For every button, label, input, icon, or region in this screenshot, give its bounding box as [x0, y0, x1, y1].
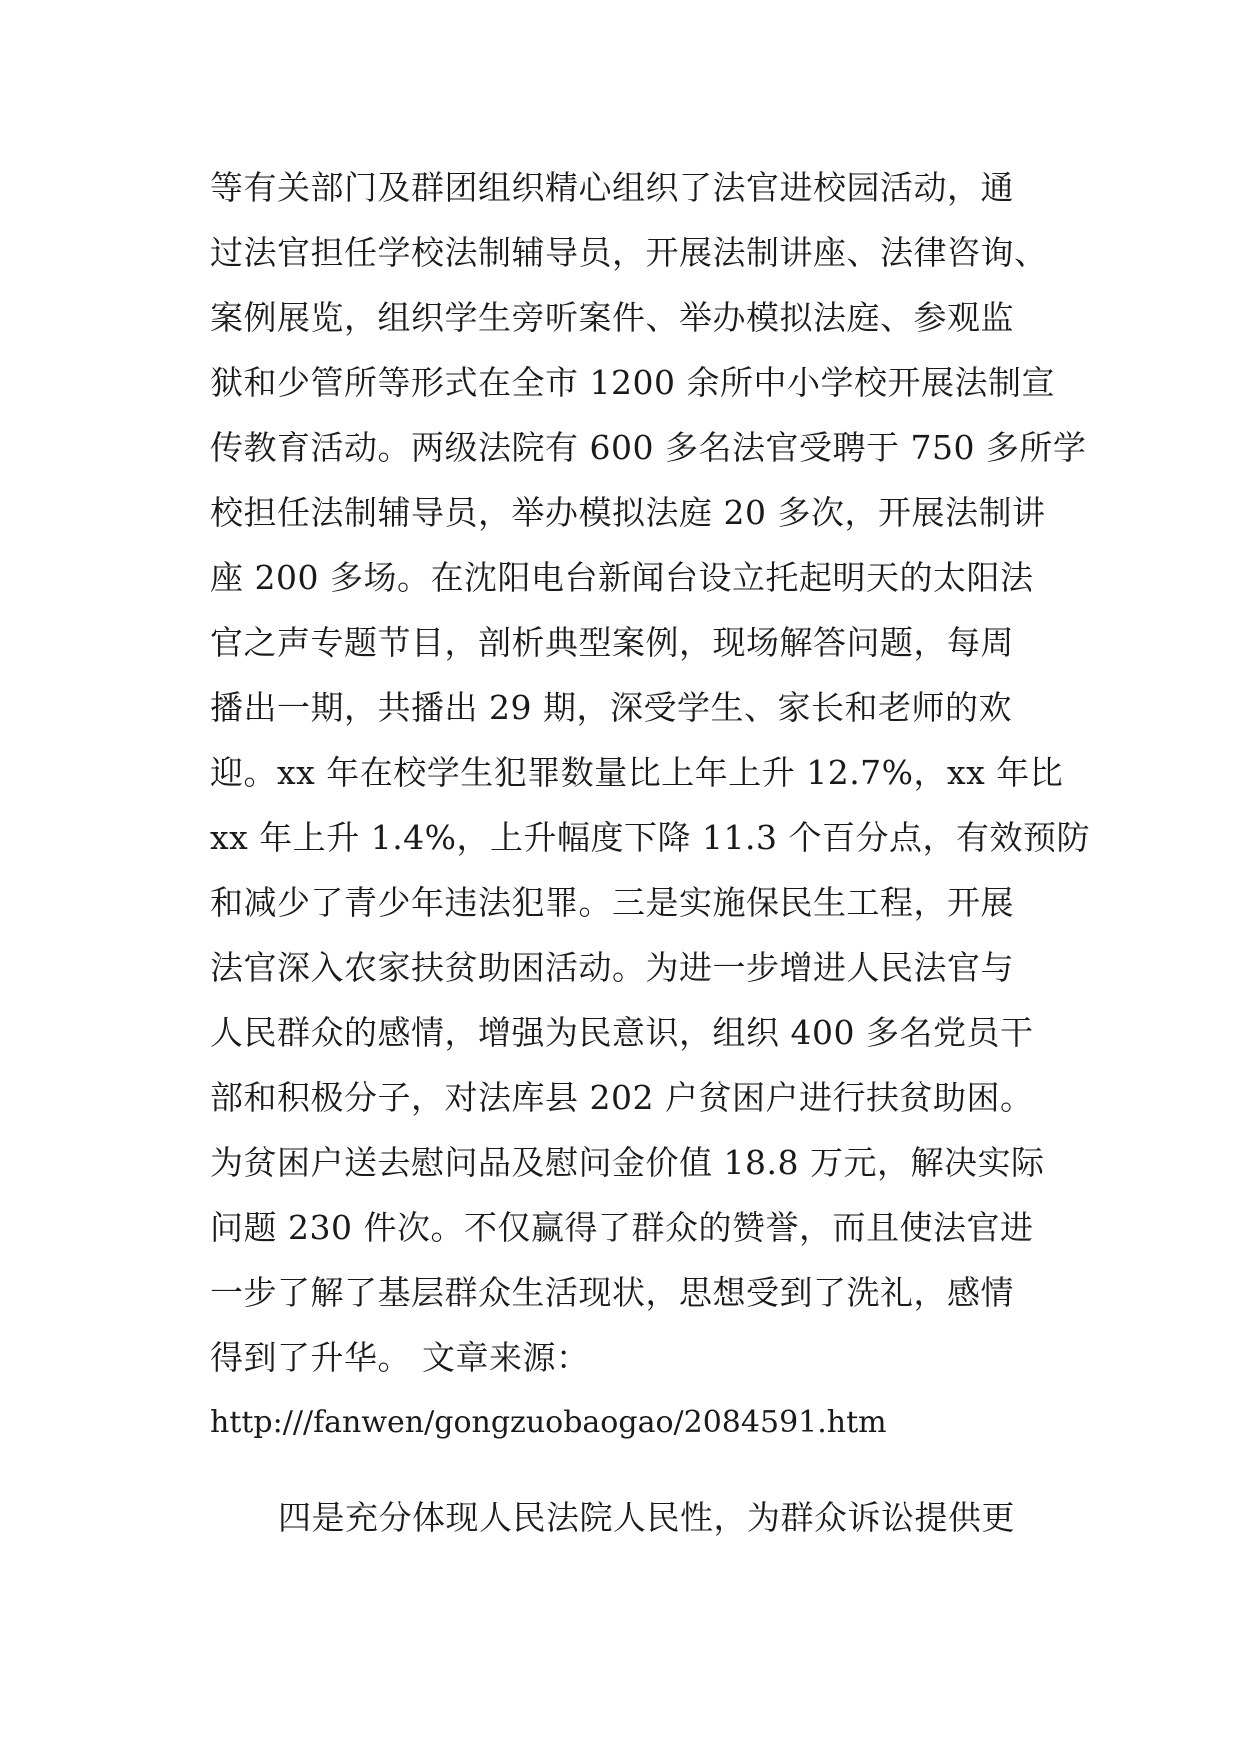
- text-line-5: 传教育活动。两级法院有 600 多名法官受聘于 750 多所学: [210, 428, 1087, 467]
- text-line-1: 等有关部门及群团组织精心组织了法官进校园活动，通: [210, 168, 1014, 207]
- text-line-4: 狱和少管所等形式在全市 1200 余所中小学校开展法制宣: [210, 363, 1055, 402]
- text-line-15: 部和积极分子，对法库县 202 户贫困户进行扶贫助困。: [210, 1078, 1034, 1117]
- text-line-18: 一步了解了基层群众生活现状，思想受到了洗礼，感情: [210, 1273, 1014, 1312]
- body-paragraph: [210, 155, 1090, 1455]
- text-line-7: 座 200 多场。在沈阳电台新闻台设立托起明天的太阳法: [210, 558, 1034, 597]
- text-line-16: 为贫困户送去慰问品及慰问金价值 18.8 万元，解决实际: [210, 1143, 1045, 1182]
- text-line-14: 人民群众的感情，增强为民意识，组织 400 多名党员干: [210, 1013, 1034, 1052]
- text-line-19: 得到了升华。 文章来源：: [210, 1338, 590, 1377]
- text-line-13: 法官深入农家扶贫助困活动。为进一步增进人民法官与: [210, 948, 1014, 987]
- text-line-11: xx 年上升 1.4%，上升幅度下降 11.3 个百分点，有效预防: [210, 818, 1090, 857]
- text-line-17: 问题 230 件次。不仅赢得了群众的赞誉，而且使法官进: [210, 1208, 1034, 1247]
- text-line-3: 案例展览，组织学生旁听案件、举办模拟法庭、参观监: [210, 298, 1014, 337]
- text-line-6: 校担任法制辅导员，举办模拟法庭 20 多次，开展法制讲: [210, 493, 1046, 532]
- text-line-2: 过法官担任学校法制辅导员，开展法制讲座、法律咨询、: [210, 233, 1048, 272]
- text-line-8: 官之声专题节目，剖析典型案例，现场解答问题，每周: [210, 623, 1014, 662]
- text-line-9: 播出一期，共播出 29 期，深受学生、家长和老师的欢: [210, 688, 1012, 727]
- source-url: http:///fanwen/gongzuobaogao/2084591.htm: [210, 1405, 887, 1440]
- next-paragraph-start: 四是充分体现人民法院人民性，为群众诉讼提供更: [278, 1498, 1015, 1537]
- text-line-10: 迎。xx 年在校学生犯罪数量比上年上升 12.7%，xx 年比: [210, 753, 1064, 792]
- text-line-12: 和减少了青少年违法犯罪。三是实施保民生工程，开展: [210, 883, 1014, 922]
